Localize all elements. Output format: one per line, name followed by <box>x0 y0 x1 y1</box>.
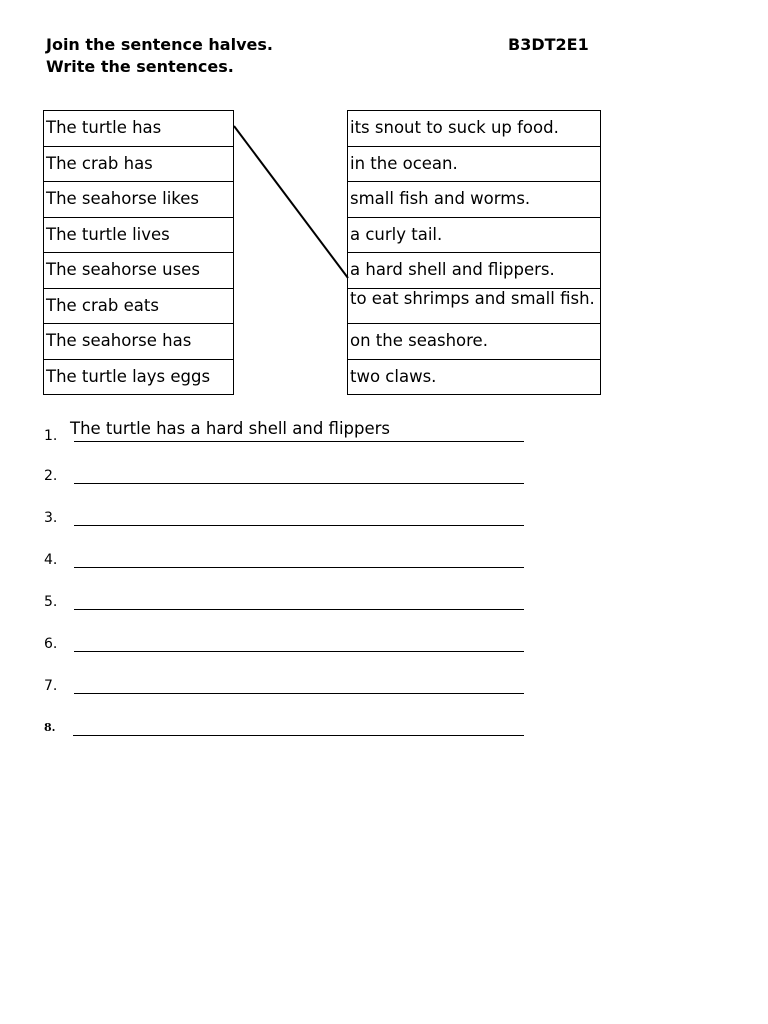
right-half-cell[interactable]: to eat shrimps and small fish. <box>347 288 601 325</box>
right-half-cell[interactable]: a hard shell and flippers. <box>347 252 601 289</box>
answer-rule <box>74 441 524 442</box>
answer-rule <box>74 651 524 652</box>
answer-line-4[interactable] <box>44 544 524 568</box>
left-half-cell[interactable]: The seahorse uses <box>43 252 234 289</box>
answer-rule <box>74 609 524 610</box>
right-half-cell[interactable]: in the ocean. <box>347 146 601 183</box>
right-half-cell[interactable]: two claws. <box>347 359 601 396</box>
answer-number: 5. <box>44 594 58 610</box>
answer-rule <box>73 735 524 736</box>
instruction-join: Join the sentence halves. <box>46 35 273 54</box>
right-halves-table <box>347 110 601 395</box>
answer-number: 2. <box>44 468 58 484</box>
left-half-cell[interactable]: The seahorse has <box>43 323 234 360</box>
left-half-cell[interactable]: The crab has <box>43 146 234 183</box>
answer-line-3[interactable] <box>44 502 524 526</box>
answer-number: 1. <box>44 428 58 444</box>
left-half-cell[interactable]: The crab eats <box>43 288 234 325</box>
answer-line-8[interactable] <box>44 712 524 736</box>
answer-number: 7. <box>44 678 58 694</box>
answer-number: 6. <box>44 636 58 652</box>
answer-rule <box>74 567 524 568</box>
answer-line-5[interactable] <box>44 586 524 610</box>
answer-rule <box>74 693 524 694</box>
answer-rule <box>74 525 524 526</box>
right-half-cell[interactable]: a curly tail. <box>347 217 601 254</box>
answer-rule <box>74 483 524 484</box>
left-half-cell[interactable]: The turtle lives <box>43 217 234 254</box>
instruction-write: Write the sentences. <box>46 57 234 76</box>
worksheet-code: B3DT2E1 <box>508 35 589 54</box>
right-half-cell[interactable]: small fish and worms. <box>347 181 601 218</box>
answer-number: 8. <box>44 721 56 734</box>
answer-line-1[interactable] <box>44 418 524 442</box>
answer-text: The turtle has a hard shell and flippers <box>70 419 391 438</box>
left-half-cell[interactable]: The turtle has <box>43 110 234 147</box>
answer-number: 4. <box>44 552 58 568</box>
answer-line-2[interactable] <box>44 460 524 484</box>
left-half-cell[interactable]: The seahorse likes <box>43 181 234 218</box>
right-half-cell[interactable]: its snout to suck up food. <box>347 110 601 147</box>
left-halves-table <box>43 110 234 395</box>
connector-turtle-has-to-hard-shell <box>234 126 348 278</box>
left-half-cell[interactable]: The turtle lays eggs <box>43 359 234 396</box>
answer-line-6[interactable] <box>44 628 524 652</box>
answer-number: 3. <box>44 510 58 526</box>
right-half-cell[interactable]: on the seashore. <box>347 323 601 360</box>
answer-line-7[interactable] <box>44 670 524 694</box>
